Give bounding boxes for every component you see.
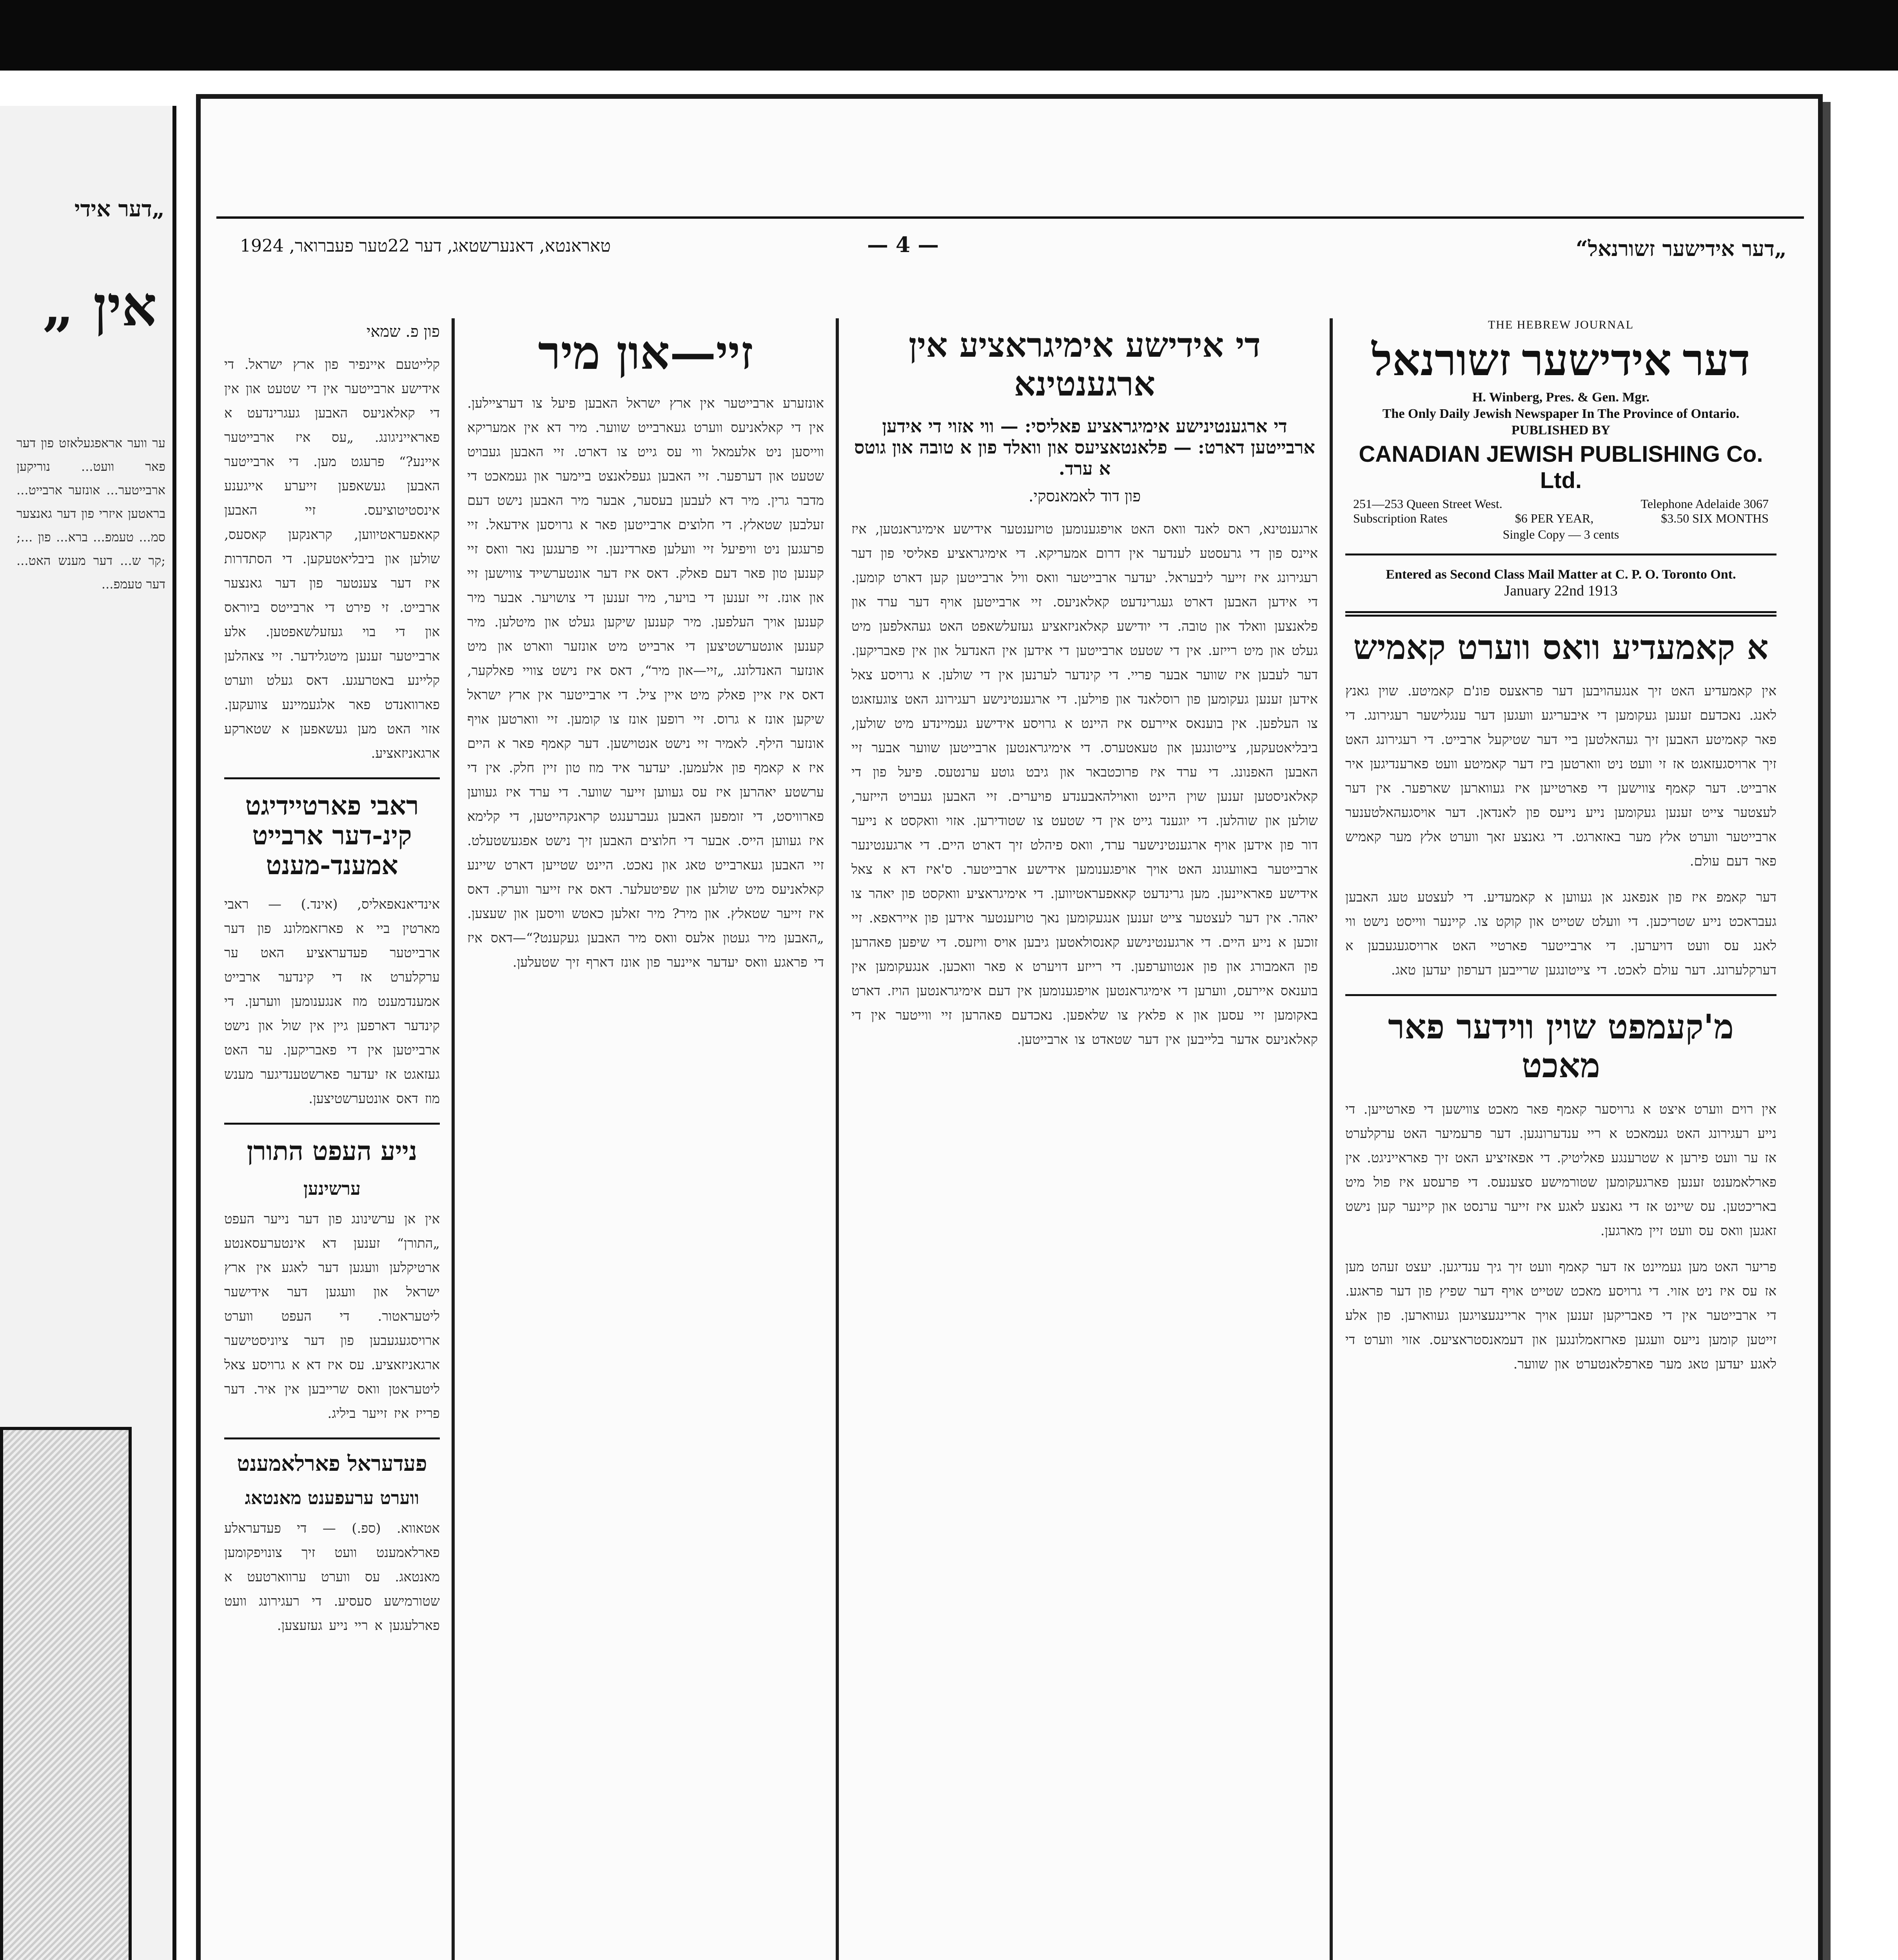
editorial-2-headline: מ'קעמפט שוין ווידער פאר מאכט [1388,1007,1734,1085]
column-rule [1330,318,1333,1960]
masthead-entered: Entered as Second Class Mail Matter at C. P. O. Toronto Ont. [1386,567,1736,582]
they-and-us-headline: זיי—און מיר [538,325,753,380]
scan-border-top [0,0,1898,71]
masthead-president: H. Winberg, Pres. & Gen. Mgr. [1472,390,1650,405]
column-rule [836,318,839,1960]
editorial-2-text-b: פריער האט מען געמיינט אז דער קאמף וועט זיך גיך ענדיגען. יעצט זעהט מען אז עס איז ניט אזוי. די גרויסע מאכט שטייט אויף דער שפיץ פון דער פראגע. די ארבייטער אין די פאבריקען זענען אויך אריינגעצויגען געווארען. פון אלע זייטען קומען נייעס וועגען פארזאמלונגען און דעמאנסטראציעס. אזוי ווערט די לאגע יעדען טאג מער פארפלאנטערט און שווער. [1345,1259,1776,1372]
editorial-2-text: אין רוים ווערט איצט א גרויסער קאמף פאר מאכט צווישען די פארטייען. די נייע רעגירונג האט געמאכט א ריי ענדערונגען. דער פרעמיער האט ערקלערט אז ער וועט פירען א שטרענגע פאליטיק. די אפאזיציע האט זיך פאראייניגט. אין פארלאמענט זענען פארגעקומען שטורמישע סצענעס. די פרעסע איז פול מיט באריכטען. עס שיינט אז די גאנצע לאגע איז זייער ערנסט און קיינער קען נישט זאגען וואס עס וועט זיין מארגען. [1345,1101,1776,1239]
masthead-per-year: $6 PER YEAR, [1515,511,1594,525]
masthead-sub-rates: Subscription Rates [1353,511,1448,525]
adjacent-page-sliver [0,106,176,1960]
parliament-headline: פעדעראל פארלאמענט [237,1450,427,1476]
adjacent-running-head: „דער אידי [74,196,165,222]
masthead-six-months: $3.50 SIX MONTHS [1661,511,1769,525]
hatoren-subhead: ערשינען [303,1178,361,1199]
masthead [1345,318,1776,599]
argentina-byline: פון דוד לאמאנסקי. [1028,487,1141,505]
they-and-us-text: אונזערע ארבייטער אין ארץ ישראל האבען פיעל צו דערציילען. אין די קאלאניעס ווערט געארבייט שווער. מיר דא אין אמעריקא ווייסען ניט אלעמאל ווי עס גייט צו דארט. זיי האבען געבויט שטעט און דערפער. זיי האבען געפלאנצט ביימער און געמאכט די מדבר גרין. מיר דא לעבען בעסער, אבער מיר האבען נישט דעם זעלבען שטאלץ. די חלוצים ארבייטען פאר א גרויסען אידעאל. זיי פרעגען ניט וויפיעל זיי וועלען פארדינען. זיי פרעגען נאר וואס זיי קענען טון פאר דעם פאלק. דאס איז דער אונטערשייד צווישען זיי און אונז. זיי זענען די בויער, מיר זענען די צושויער. אבער מיר קענען אויך העלפען. מיר קענען שיקען געלט און מיטלען. מיר קענען אונטערשטיצען די ארבייט מיט אונזער ווארט און מיט אונזער האנדלונג. „זיי—און מיר“, דאס איז נישט צוויי פאלקער, דאס איז איין פאלק מיט איין ציל. די ארבייטער אין ארץ ישראל שיקען אונז א גרוס. זיי רופען אונז צו קומען. זיי ווארטען אויף אונזער הילף. לאמיר זיי נישט אנטוישען. דער קאמף פאר א היים איז א קאמף פון אלעמען. יעדער איד מוז טון זיין חלק. אין די ערשטע יאהרען איז עס געווען זייער שווער. די ערד איז געווען פארוויסט, די זומפען האבען געברענגט קראנקהייטען, די קלימא איז געווען הייס. אבער די חלוצים האבען זיך נישט אפגעשטעלט. זיי האבען געארבייט טאג און נאכט. היינט שטייען דארט שיינע קאלאניעס מיט שולען און שפיטעלער. דאס איז זייער ווערק. דאס איז זייער שטאלץ. און מיר? מיר זאלען כאטש וויסען און שעצען. „האבען מיר געטון אלעס וואס מיר האבען געקענט?“—דאס איז די פראגע וואס יעדער איינער פון אונז דארף זיך שטעלען. [467,395,824,970]
hatoren-headline: נייע העפט התורן [247,1135,417,1166]
dateline: טאראנטא, דאנערשטאג, דער 22טער פעברואר, 1924 [240,236,611,256]
argentina-subhead: די ארגענטינישע אימיגראציע פאליסי: — ווי אזוי די אידען ארבייטען דארט: — פלאנטאציעס און וואלד פון א טובה און גוטס א ערד. [854,415,1315,479]
editorial-1-headline: א קאמעדיע וואס ווערט קאמיש [1353,628,1769,667]
argentina-text: ארגענטינא, ראס לאנד וואס האט אויפגענומען טויזענטער אידישע אימיגראנטען, איז איינס פון די גרעסטע לענדער אין דרום אמעריקא. די אימיגראציע פאליסי פון דער רעגירונג איז זייער ליבעראל. יעדער ארבייטער וואס וויל ארבייטען קען דארט קומען. די אידען האבען דארט געגרינדעט קאלאניעס. זיי ארבייטען אויף דער ערד און פלאנצען וואלד און טובה. די יודישע קאלאניזאציע געזעלשאפט האט געהאלפען מיט געלט און מיט רייזע. אין די שטעט ארבייטען די אידען אין האנדעל און אין פאבריקען. דער לעבען איז שווער אבער פריי. די קינדער לערנען אין די שולען. א גרויסע צאל אידען זענען געקומען פון רוסלאנד און פוילען. די ארגענטינישע רעגירונג האט צוגעזאגט צו העלפען. אין בוענאס איירעס איז היינט א גרויסע אידישע געמיינדע מיט שולען, ביבליאטעקען, צייטונגען און טעאטערס. די אימיגראנטען ארבייטען שווער אבער זיי האבען האפנונג. די ערד איז פרוכטבאר און גיבט גוטע ערנטעס. פיעל פון די קאלאניסטען זענען שוין היינט וואוילהאבענדע פויערים. זיי האבען געבויט הייזער, שולען און שוהלען. די יוגענד גייט אין די שטעט צו שטודירען. אזוי וואקסט א נייער דור פון אידען אויף ארגענטינישער ערד, וואס פיהלט זיך דארט היים. די ארגענטינער ארבייטער באוועגונג האט אויך אויפגענומען אידישע ארבייטער. ס'איז דא א צאל אידישע פאראיינען. מען גרינדעט קאאפעראטיווען. די אימיגראציע וואקסט פון יאהר צו יאהר. אין דער לעצטער צייט זענען אנגעקומען נאך טויזענטער אידען פון אייראפא. זיי זוכען א נייע היים. די ארגענטינישע קאנסולאטען גיבען אויס וויזעס. די שיפען פאהרען פון האמבורג און פון אנטווערפען. די רייזע דויערט א פאר וואכען. אנגעקומען אין בוענאס איירעס, ווערען די אימיגראנטען אויפגענומען אין דעם אימיגראנטען הויז. דארט באקומען זיי עסען און א פלאץ צו שלאפען. נאכדעם פאהרען זיי ווייטער אין די קאלאניעס אדער בלייבען אין דער שטאדט צו ארבייטען. [851,521,1318,1047]
argentina-headline: די אידישע אימיגראציע אין ארגענטינא [908,325,1261,404]
masthead-published-by: PUBLISHED BY [1511,423,1611,437]
masthead-publisher: CANADIAN JEWISH PUBLISHING Co. Ltd. [1359,441,1763,493]
adjacent-text: ער ווער אראפגעלאזט פון דער פאר וועט... נוריקען ארבייטער... אונזער ארבייט... בראטען איזרי פון דער גאנצער סמ... טעמפ... ברא... פון ...; ;קר ש... דער מענש האט... דער טעמפ... [16,436,165,592]
editorial-1-text: אין קאמעדיע האט זיך אנגעהויבען דער פראצעס פונ'ם קאמיטע. שוין גאנץ לאנג. נאכדעם זענען געקומען די איבעריגע וועגען דער ענגלישער רעגירונג. די פאר קאמיטע האבען זיך געהאלטען ביי דער שטיקעל ארבייט. די רעגירונג האט זיך ארויסגעזאגט אז זי וועט ניט ווארטען ביז דער קאמיטע וועט פארענדיגען איר ארבייט. דער קאמף צווישען די פארטייען איז געווארען שארפער. אין דער לעצטער צייט זענען געקומען נייע נייעס פון לאנדאן. דער אויסגעהאלטענער ארבייטער ווערט אלץ מער באזארגט. די גאנצע זאך ווערט אלץ מער קאמיש פאר דעם עולם. [1345,683,1776,869]
masthead-address: 251—253 Queen Street West. [1353,497,1502,511]
column-they-and-us [459,318,832,1960]
masthead-english-title: THE HEBREW JOURNAL [1488,318,1634,331]
editorial-1-text-b: דער קאמפ איז פון אנפאנג אן געווען א קאמעדיע. די לעצטע טעג האבען געבראכט נייע שטריכען. די וועלט שטייט און קוקט צו. קיינער ווייסט נישט ווי לאנג עס וועט דויערען. די ארבייטער פארטיי האט ארויסגעגעבען א דערקלערונג. דער עולם לאכט. די צייטונגען שרייבען דערפון יעדען טאג. [1345,889,1776,978]
column-argentina [844,318,1326,1960]
running-head: „דער אידישער זשורנאל“ [1575,236,1787,261]
header-rule [216,158,1804,219]
parliament-text: אטאווא. (ספ.) — די פעדעראלע פארלאמענט וועט זיך צונויפקומען מאנטאג. עס ווערט ערווארטעט א שטורמישע סעסיע. די רעגירונג וועט פארלעגען א ריי נייע געזעצען. [224,1520,440,1633]
adjacent-headline: אין „ [42,274,157,339]
left-column-text: קלייטעם איינפיר פון ארץ ישראל. די אידישע ארבייטער אין די שטעט און אין די קאלאניעס האבען געגרינדעט א פאראייניגונג. „עס איז ארבייטער איינע?“ פרעגט מען. די ארבייטער האבען געשאפען זייערע אייגענע אינסטיטוציעס. זיי האבען קאאפעראטיווען, קראנקען קאסעס, שולען און ביבליאטעקען. די הסתדרות איז דער צענטער פון דער גאנצער ארבייט. זי פירט די ארבייטס ביוראס און די בוי געזעלשאפטען. אלע ארבייטער זענען מיטגלידער. זיי צאהלען קליינע באטרעגע. דאס געלט ווערט פארוואנדט פאר אלגעמיינע צוועקען. אזוי האט מען געשאפען א שטארקע ארגאניזאציע. [224,357,440,761]
masthead-tagline: The Only Daily Jewish Newspaper In The Province of Ontario. [1382,407,1740,421]
column-rule [452,318,455,1960]
rabbi-text: אינדיאנאפאליס, (אינד.) — ראבי מארטין ביי א פארזאמלונג פון דער ארבייטער פעדעראציע האט ער ערקלערט אז די קינדער ארבייט אמענדמענט מוז אנגענומען ווערען. די קינדער דארפען גיין אין שול און נישט ארבייטען אין די פאבריקען. ער האט געזאגט אז יעדער פארשטענדיגער מענש מוז דאס אונטערשטיצען. [224,896,440,1107]
masthead-entered-date: January 22nd 1913 [1504,583,1618,599]
page-number: — 4 — [867,232,939,257]
rabbi-headline: ראבי פארטיידיגט קינ‑דער ארבייט אמענד‑מענט [245,790,419,880]
parliament-subhead: ווערט ערעפענט מאנטאג [245,1487,419,1508]
portrait-illustration [0,1427,132,1960]
newspaper-page [196,94,1823,1960]
masthead-telephone: Telephone Adelaide 3067 [1640,497,1769,511]
masthead-title: דער אידישער זשורנאל [1372,336,1750,385]
hatoren-text: אין אן ערשינונג פון דער נייער העפט „התורן“ זענען דא אינטערעסאנטע ארטיקלען וועגען דער לאגע אין ארץ ישראל און וועגען דער אידישער ליטעראטור. די העפט ווערט ארויסגעגעבען פון דער ציוניסטישער ארגאניזאציע. עס איז דא א גרויסע צאל ליטעראטן וואס שרייבען אין איר. דער פרייז איז זייער ביליג. [224,1211,440,1421]
left-column-byline: פון פ. שמאי [366,323,440,341]
column-masthead [1337,318,1784,1960]
column-left [216,318,448,1960]
masthead-single-copy: Single Copy — 3 cents [1502,527,1619,541]
